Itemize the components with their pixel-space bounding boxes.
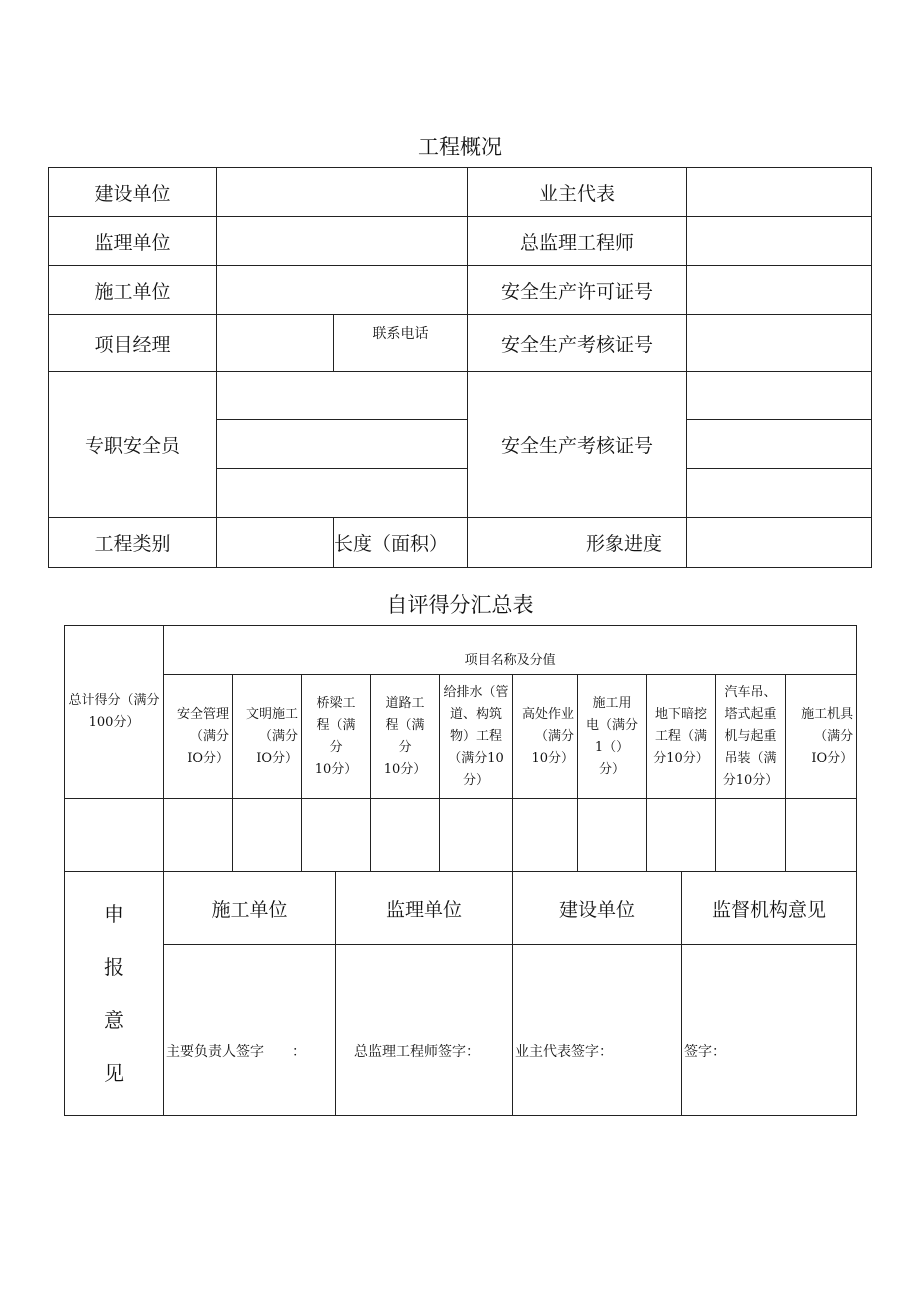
score-electricity[interactable]: [578, 799, 647, 872]
item-drainage: 给排水（管 道、构筑 物）工程 （满分10 分）: [440, 675, 513, 799]
score-road[interactable]: [371, 799, 440, 872]
signature-contractor-label: 主要负责人签字 ：: [166, 1044, 306, 1060]
item-safety-mgmt: 安全管理 （满分 IO分）: [164, 675, 233, 799]
value-progress[interactable]: [687, 518, 872, 568]
item-work-at-height: 高处作业 （满分 10分）: [513, 675, 578, 799]
signature-oversight[interactable]: [682, 945, 857, 1116]
header-oversight: 监督机构意见: [682, 872, 857, 945]
side-label-char: 见: [104, 1060, 124, 1085]
side-label-char: 意: [104, 1007, 124, 1032]
opinion-table: [64, 871, 857, 1116]
label-safety-officer: 专职安全员: [49, 372, 217, 518]
label-construction-unit: 建设单位: [49, 168, 217, 217]
value-cert-1[interactable]: [687, 372, 872, 420]
item-civilized-construction: 文明施工 （满分 IO分）: [233, 675, 302, 799]
label-project-category: 工程类别: [49, 518, 217, 568]
label-progress: 形象进度: [468, 518, 687, 568]
total-score-label: 总计得分（满分 100分）: [65, 626, 164, 799]
signature-oversight-label: 签字：: [684, 1044, 726, 1060]
label-chief-supervisor: 总监理工程师: [468, 217, 687, 266]
side-label-report-opinion: [65, 872, 164, 1116]
value-construction-unit[interactable]: [217, 168, 468, 217]
value-cert-2[interactable]: [687, 420, 872, 469]
value-supervision-unit[interactable]: [217, 217, 468, 266]
score-drainage[interactable]: [440, 799, 513, 872]
score-work-at-height[interactable]: [513, 799, 578, 872]
header-construction: 建设单位: [513, 872, 682, 945]
value-safety-officer-3[interactable]: [217, 469, 468, 518]
label-safety-exam-cert-2: 安全生产考核证号: [468, 372, 687, 518]
value-cert-3[interactable]: [687, 469, 872, 518]
value-project-category[interactable]: [217, 518, 334, 568]
score-underground[interactable]: [647, 799, 716, 872]
label-supervision-unit: 监理单位: [49, 217, 217, 266]
signature-construction-label: 业主代表签字：: [515, 1044, 613, 1060]
items-header: 项目名称及分值: [164, 626, 857, 675]
header-contractor: 施工单位: [164, 872, 336, 945]
score-civilized-construction[interactable]: [233, 799, 302, 872]
value-safety-license[interactable]: [687, 266, 872, 315]
header-supervision: 监理单位: [336, 872, 513, 945]
overview-title: 工程概况: [418, 135, 502, 159]
score-summary-table: [64, 625, 857, 872]
value-safety-officer-2[interactable]: [217, 420, 468, 469]
label-safety-license: 安全生产许可证号: [468, 266, 687, 315]
side-label-char: 报: [104, 954, 124, 979]
signature-contractor[interactable]: [164, 945, 336, 1116]
label-contact-phone: 联系电话: [334, 315, 468, 372]
label-owner-rep: 业主代表: [468, 168, 687, 217]
value-chief-supervisor[interactable]: [687, 217, 872, 266]
value-project-manager[interactable]: [217, 315, 334, 372]
signature-supervision-label: 总监理工程师签字：: [354, 1044, 480, 1060]
value-safety-exam-cert[interactable]: [687, 315, 872, 372]
score-total[interactable]: [65, 799, 164, 872]
item-bridge: 桥梁工 程（满 分 10分）: [302, 675, 371, 799]
item-road: 道路工 程（满 分 10分）: [371, 675, 440, 799]
score-safety-mgmt[interactable]: [164, 799, 233, 872]
value-owner-rep[interactable]: [687, 168, 872, 217]
score-crane[interactable]: [716, 799, 786, 872]
item-electricity: 施工用 电（满分 1（） 分）: [578, 675, 647, 799]
signature-supervision[interactable]: [336, 945, 513, 1116]
item-crane: 汽车吊、 塔式起重 机与起重 吊装（满 分10分）: [716, 675, 786, 799]
label-safety-exam-cert: 安全生产考核证号: [468, 315, 687, 372]
label-contractor: 施工单位: [49, 266, 217, 315]
score-machinery[interactable]: [786, 799, 857, 872]
signature-construction[interactable]: [513, 945, 682, 1116]
score-bridge[interactable]: [302, 799, 371, 872]
item-underground: 地下暗挖 工程（满 分10分）: [647, 675, 716, 799]
value-contractor[interactable]: [217, 266, 468, 315]
label-length-area: 长度（面积）: [334, 518, 468, 568]
item-machinery: 施工机具 （满分 IO分）: [786, 675, 857, 799]
project-overview-table: [48, 167, 872, 568]
score-summary-title: 自评得分汇总表: [386, 593, 534, 617]
value-safety-officer-1[interactable]: [217, 372, 468, 420]
side-label-char: 申: [104, 901, 124, 926]
label-project-manager: 项目经理: [49, 315, 217, 372]
